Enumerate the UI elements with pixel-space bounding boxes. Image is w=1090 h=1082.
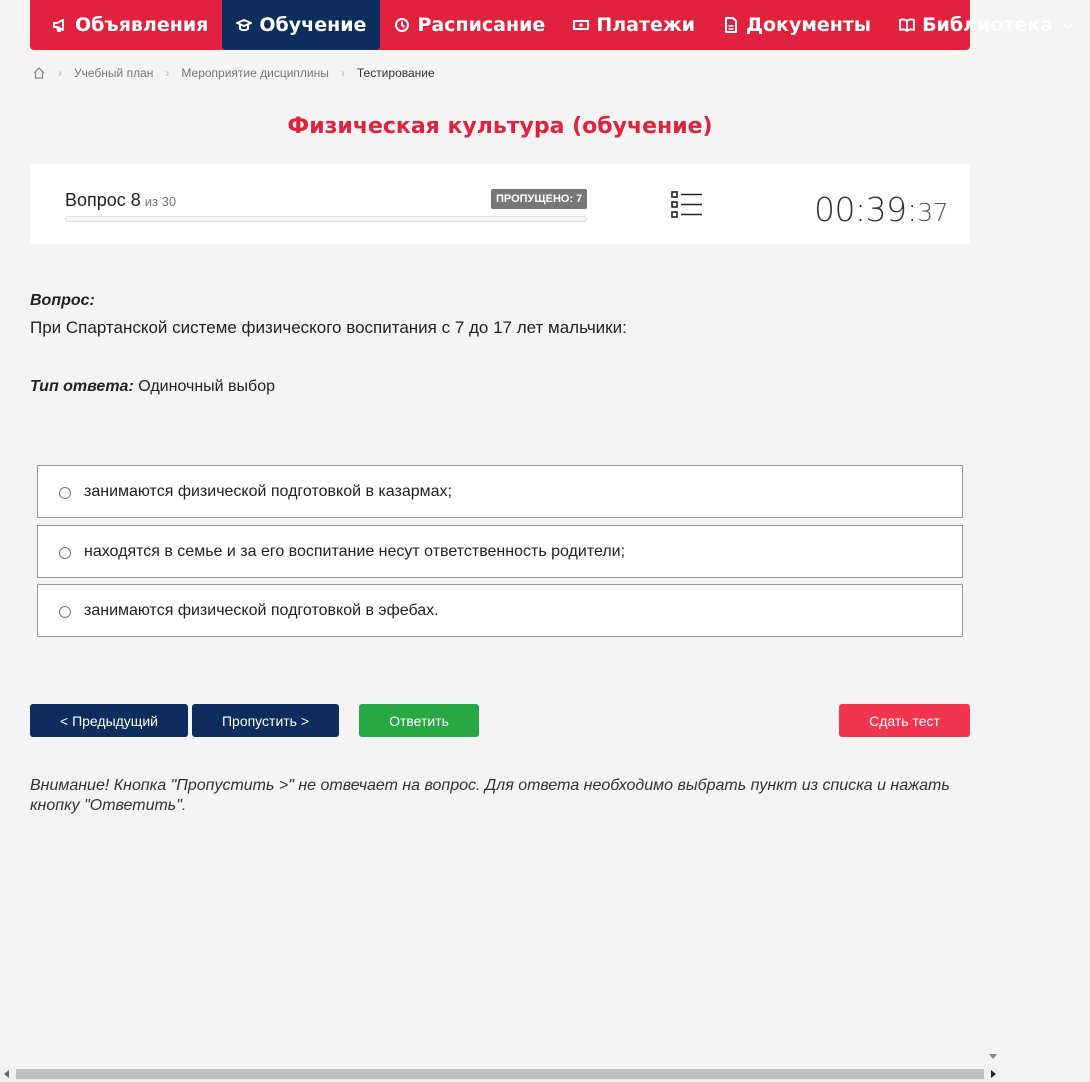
radio-button[interactable] bbox=[59, 606, 71, 618]
previous-button[interactable]: < Предыдущий bbox=[30, 704, 188, 737]
timer-seconds: 37 bbox=[917, 198, 948, 227]
question-counter bbox=[65, 190, 176, 211]
megaphone-icon bbox=[52, 17, 68, 33]
question-number: Вопрос 8 bbox=[65, 190, 141, 210]
breadcrumb-separator: › bbox=[340, 66, 345, 80]
breadcrumb-item-curriculum[interactable]: Учебный план bbox=[74, 66, 154, 80]
document-icon bbox=[723, 17, 739, 33]
clock-icon bbox=[394, 17, 410, 33]
answer-option-text: занимаются физической подготовкой в казармах; bbox=[84, 483, 452, 500]
skip-button[interactable]: Пропустить > bbox=[192, 704, 339, 737]
scroll-left-arrow[interactable] bbox=[4, 1070, 9, 1078]
warning-note: Внимание! Кнопка "Пропустить >" не отвечает на вопрос. Для ответа необходимо выбрать пункт из списка и нажать кнопку "Ответить". bbox=[30, 777, 950, 814]
answer-option[interactable] bbox=[37, 465, 963, 518]
question-total: из 30 bbox=[144, 194, 177, 209]
nav-item-announcements[interactable] bbox=[38, 0, 222, 50]
answer-option-text: находятся в семье и за его воспитание несут ответственность родители; bbox=[84, 543, 626, 560]
scroll-right-arrow[interactable] bbox=[991, 1070, 996, 1078]
horizontal-scrollbar[interactable] bbox=[0, 1066, 1000, 1082]
nav-item-label: Библиотека bbox=[922, 14, 1054, 36]
countdown-timer bbox=[814, 190, 948, 229]
breadcrumb-separator: › bbox=[58, 66, 62, 80]
scrollbar-thumb[interactable] bbox=[16, 1069, 984, 1079]
nav-item-label: Документы bbox=[746, 14, 872, 36]
money-icon bbox=[573, 17, 589, 33]
question-label: Вопрос: bbox=[30, 292, 95, 309]
chevron-down-icon bbox=[1060, 17, 1076, 33]
breadcrumb bbox=[32, 63, 435, 83]
question-header-panel bbox=[30, 164, 970, 244]
nav-item-documents[interactable] bbox=[709, 0, 885, 50]
radio-button[interactable] bbox=[59, 487, 71, 499]
radio-button[interactable] bbox=[59, 547, 71, 559]
answer-type-label: Тип ответа: bbox=[30, 378, 134, 395]
question-text: При Спартанской системе физического воспитания с 7 до 17 лет мальчики: bbox=[30, 318, 627, 337]
nav-item-library[interactable] bbox=[885, 0, 1090, 50]
answer-type-value: Одиночный выбор bbox=[138, 378, 275, 395]
home-icon[interactable] bbox=[32, 66, 46, 80]
page-title: Физическая культура (обучение) bbox=[287, 114, 713, 139]
nav-item-label: Обучение bbox=[259, 14, 367, 36]
progress-bar bbox=[65, 216, 587, 222]
nav-item-schedule[interactable] bbox=[380, 0, 559, 50]
nav-item-learning[interactable] bbox=[222, 0, 380, 50]
question-list-button[interactable] bbox=[670, 190, 704, 220]
nav-item-payments[interactable] bbox=[559, 0, 709, 50]
breadcrumb-item-discipline-event[interactable]: Мероприятие дисциплины bbox=[181, 66, 329, 80]
breadcrumb-separator: › bbox=[165, 66, 170, 80]
graduation-cap-icon bbox=[236, 17, 252, 33]
scroll-down-arrow[interactable] bbox=[989, 1054, 997, 1059]
list-icon bbox=[670, 190, 704, 220]
answer-option[interactable] bbox=[37, 584, 963, 637]
answer-option-text: занимаются физической подготовкой в эфебах. bbox=[84, 602, 439, 619]
breadcrumb-item-testing: Тестирование bbox=[356, 66, 435, 80]
nav-item-label: Объявления bbox=[75, 14, 209, 36]
timer-main: 00:39: bbox=[813, 190, 918, 229]
answer-option[interactable] bbox=[37, 525, 963, 578]
nav-item-label: Расписание bbox=[417, 14, 546, 36]
nav-item-label: Платежи bbox=[596, 14, 696, 36]
skipped-badge: ПРОПУЩЕНО: 7 bbox=[491, 189, 587, 209]
book-icon bbox=[899, 17, 915, 33]
top-navigation bbox=[30, 0, 1054, 50]
answer-button[interactable]: Ответить bbox=[359, 704, 479, 737]
submit-test-button[interactable]: Сдать тест bbox=[839, 704, 970, 737]
answer-type bbox=[30, 378, 275, 396]
